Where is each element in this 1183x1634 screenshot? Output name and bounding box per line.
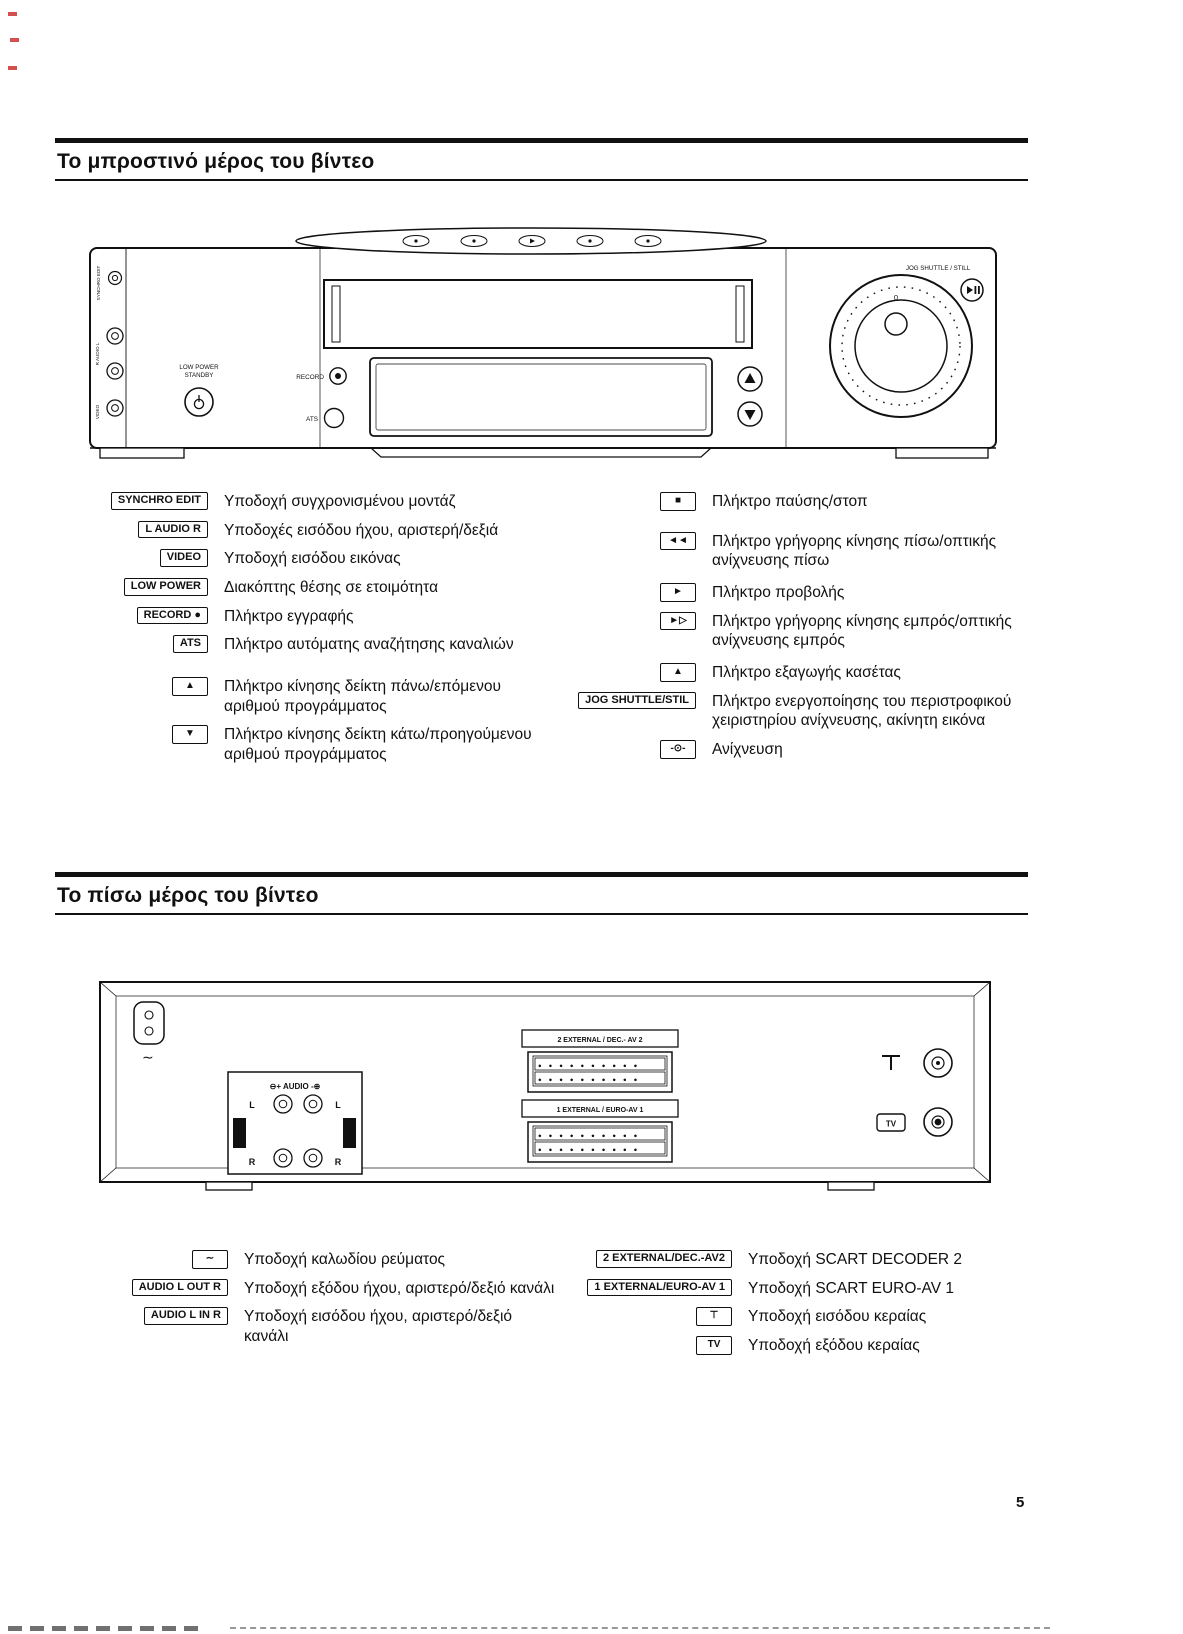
low-power-badge: LOW POWER	[124, 578, 208, 596]
legend-desc: Υποδοχή εξόδου κεραίας	[748, 1337, 920, 1355]
low-power-label: LOW POWER	[179, 364, 219, 371]
antenna-in-badge: ⊤	[696, 1307, 732, 1326]
audio-in-badge: L AUDIO R	[138, 521, 208, 539]
front-section-header	[55, 138, 1028, 181]
antenna-out-badge: TV	[696, 1336, 732, 1355]
video-badge: VIDEO	[160, 549, 208, 567]
scan-artifact	[230, 1627, 1050, 1629]
standby-label: STANDBY	[184, 372, 214, 379]
record-badge: RECORD ●	[137, 607, 208, 625]
legend-item	[88, 607, 560, 627]
eject-badge: ▲	[660, 663, 696, 682]
synchro-edit-label: SYNCHRO EDIT	[96, 265, 101, 301]
play-badge: ►	[660, 583, 696, 602]
rear-panel-svg	[86, 972, 1002, 1207]
legend-desc: Πλήκτρο εξαγωγής κασέτας	[712, 664, 901, 682]
channel-down-button	[738, 402, 762, 426]
record-dot-icon	[335, 373, 341, 379]
legend-item	[560, 532, 1048, 571]
legend-item	[560, 1279, 1048, 1299]
audio-out-badge: AUDIO L OUT R	[132, 1279, 228, 1297]
ac-symbol: ∼	[142, 1049, 154, 1065]
legend-desc: Υποδοχή SCART EURO-AV 1	[748, 1279, 955, 1297]
front-legend-right	[560, 492, 1048, 774]
rear-legend-right	[560, 1250, 1048, 1365]
legend-desc: Πλήκτρο εγγραφής	[224, 607, 354, 625]
rewind-badge: ◄◄	[660, 532, 696, 551]
display-window	[370, 358, 712, 436]
legend-item	[88, 677, 560, 716]
audio-in-rear-badge: AUDIO L IN R	[144, 1307, 228, 1325]
r-label: R	[334, 1157, 342, 1167]
legend-desc: Πλήκτρο ενεργοποίησης του περιστροφικού χειριστηρίου ανίχνευσης, ακίνητη εικόνα	[712, 692, 1012, 730]
legend-desc: Διακόπτης θέσης σε ετοιμότητα	[224, 579, 439, 597]
video-jack-label: VIDEO	[95, 404, 100, 420]
front-legend-left	[88, 492, 560, 774]
search-badge: -⊙-	[660, 740, 696, 759]
l-label: L	[335, 1100, 341, 1110]
down-arrow-badge: ▼	[172, 725, 208, 744]
ats-label: ATS	[306, 416, 318, 423]
legend-item	[560, 1307, 1048, 1327]
legend-desc: Υποδοχή SCART DECODER 2	[748, 1251, 963, 1268]
scan-artifact	[8, 1626, 198, 1631]
legend-item	[560, 1250, 1048, 1270]
legend-desc: Υποδοχές εισόδου ήχου, αριστερή/δεξιά	[224, 521, 499, 539]
rear-legend	[88, 1250, 1048, 1365]
legend-desc: Υποδοχή καλωδίου ρεύματος	[244, 1251, 446, 1268]
rear-legend-left	[88, 1250, 560, 1365]
ac-power-badge: ∼	[192, 1250, 228, 1269]
audio-jacks-label: R AUDIO L	[95, 342, 100, 366]
record-label: RECORD	[296, 374, 324, 381]
jog-shuttle-label: JOG SHUTTLE / STILL	[905, 265, 971, 272]
legend-item	[88, 1279, 560, 1299]
legend-item	[560, 692, 1048, 731]
legend-desc: Υποδοχή εξόδου ήχου, αριστερό/δεξιό κανάλι	[244, 1279, 555, 1297]
legend-item	[88, 635, 560, 655]
scart2-label: 2 EXTERNAL / DEC.- AV 2	[557, 1037, 643, 1044]
front-panel-diagram	[86, 226, 1002, 471]
scart1-label: 1 EXTERNAL / EURO-AV 1	[556, 1107, 644, 1114]
rear-panel-diagram	[86, 972, 1002, 1207]
legend-desc: Υποδοχή συγχρονισμένου μοντάζ	[224, 493, 456, 510]
legend-item	[560, 1336, 1048, 1356]
legend-item	[560, 492, 1048, 512]
front-panel-svg	[86, 226, 1002, 471]
legend-desc: Υποδοχή εισόδου κεραίας	[748, 1308, 927, 1326]
front-section-title: Το μπροστινό μέρος του βίντεο	[57, 150, 375, 173]
stop-badge: ■	[660, 492, 696, 511]
legend-desc: Πλήκτρο γρήγορης κίνησης πίσω/οπτικής ανίχνευσης πίσω	[712, 532, 997, 570]
out-label: OUT	[238, 1127, 244, 1139]
foot	[828, 1182, 874, 1190]
scan-mark	[10, 38, 19, 42]
fast-forward-badge: ►▷	[660, 612, 696, 631]
tv-label: TV	[885, 1119, 897, 1129]
scart-pins: ●●●●●●●●●●	[538, 1077, 645, 1084]
foot	[206, 1182, 252, 1190]
r-label: R	[248, 1157, 256, 1167]
legend-desc: Πλήκτρο προβολής	[712, 584, 845, 602]
dial-zero-label: 0	[893, 293, 899, 302]
l-label: L	[249, 1100, 255, 1110]
front-legend	[88, 492, 1048, 774]
scart-pins: ●●●●●●●●●●	[538, 1133, 645, 1140]
legend-desc: Πλήκτρο γρήγορης κίνησης εμπρός/οπτικής ανίχνευσης εμπρός	[712, 612, 1012, 650]
up-arrow-badge: ▲	[172, 677, 208, 696]
legend-desc: Ανίχνευση	[712, 741, 783, 759]
synchro-edit-badge: SYNCHRO EDIT	[111, 492, 208, 510]
rear-section-header	[55, 872, 1028, 915]
cassette-slot	[324, 280, 752, 348]
rear-section-title: Το πίσω μέρος του βίντεο	[57, 884, 319, 907]
transport-buttons-top	[296, 228, 766, 254]
legend-desc: Υποδοχή εισόδου ήχου, αριστερό/δεξιό κανάλι	[244, 1308, 513, 1346]
legend-item	[560, 583, 1048, 603]
legend-item	[88, 549, 560, 569]
legend-desc: Υποδοχή εισόδου εικόνας	[224, 550, 401, 568]
legend-item	[88, 578, 560, 598]
scart-pins: ●●●●●●●●●●	[538, 1147, 645, 1154]
scart2-badge: 2 EXTERNAL/DEC.-AV2	[596, 1250, 732, 1268]
legend-item	[560, 663, 1048, 683]
base-strip	[90, 448, 996, 458]
scart-pins: ●●●●●●●●●●	[538, 1063, 645, 1070]
legend-item	[88, 521, 560, 541]
legend-item	[88, 725, 560, 764]
scan-mark	[8, 12, 17, 16]
divider	[55, 179, 1028, 181]
scart1-badge: 1 EXTERNAL/EURO-AV 1	[587, 1279, 732, 1297]
scan-mark	[8, 66, 17, 70]
legend-desc: Πλήκτρο αυτόματης αναζήτησης καναλιών	[224, 636, 514, 654]
legend-item	[88, 1307, 560, 1346]
dial-finger-dimple	[885, 313, 907, 335]
legend-item	[88, 1250, 560, 1270]
in-label: IN	[348, 1130, 354, 1136]
legend-desc: Πλήκτρο κίνησης δείκτη πάνω/επόμενου αριθμού προγράμματος	[224, 678, 501, 715]
page-number: 5	[1016, 1494, 1025, 1511]
audio-header-label: ⊖+ AUDIO -⊕	[269, 1082, 321, 1091]
jog-shuttle-badge: JOG SHUTTLE/STIL	[578, 692, 696, 710]
legend-item	[560, 612, 1048, 651]
ats-badge: ATS	[173, 635, 208, 653]
divider	[55, 913, 1028, 915]
channel-up-button	[738, 367, 762, 391]
legend-desc: Πλήκτρο παύσης/στοπ	[712, 493, 868, 510]
legend-item	[88, 492, 560, 512]
audio-jacks-block	[228, 1072, 362, 1174]
legend-desc: Πλήκτρο κίνησης δείκτη κάτω/προηγούμενου αριθμού προγράμματος	[224, 726, 532, 764]
legend-item	[560, 740, 1048, 760]
